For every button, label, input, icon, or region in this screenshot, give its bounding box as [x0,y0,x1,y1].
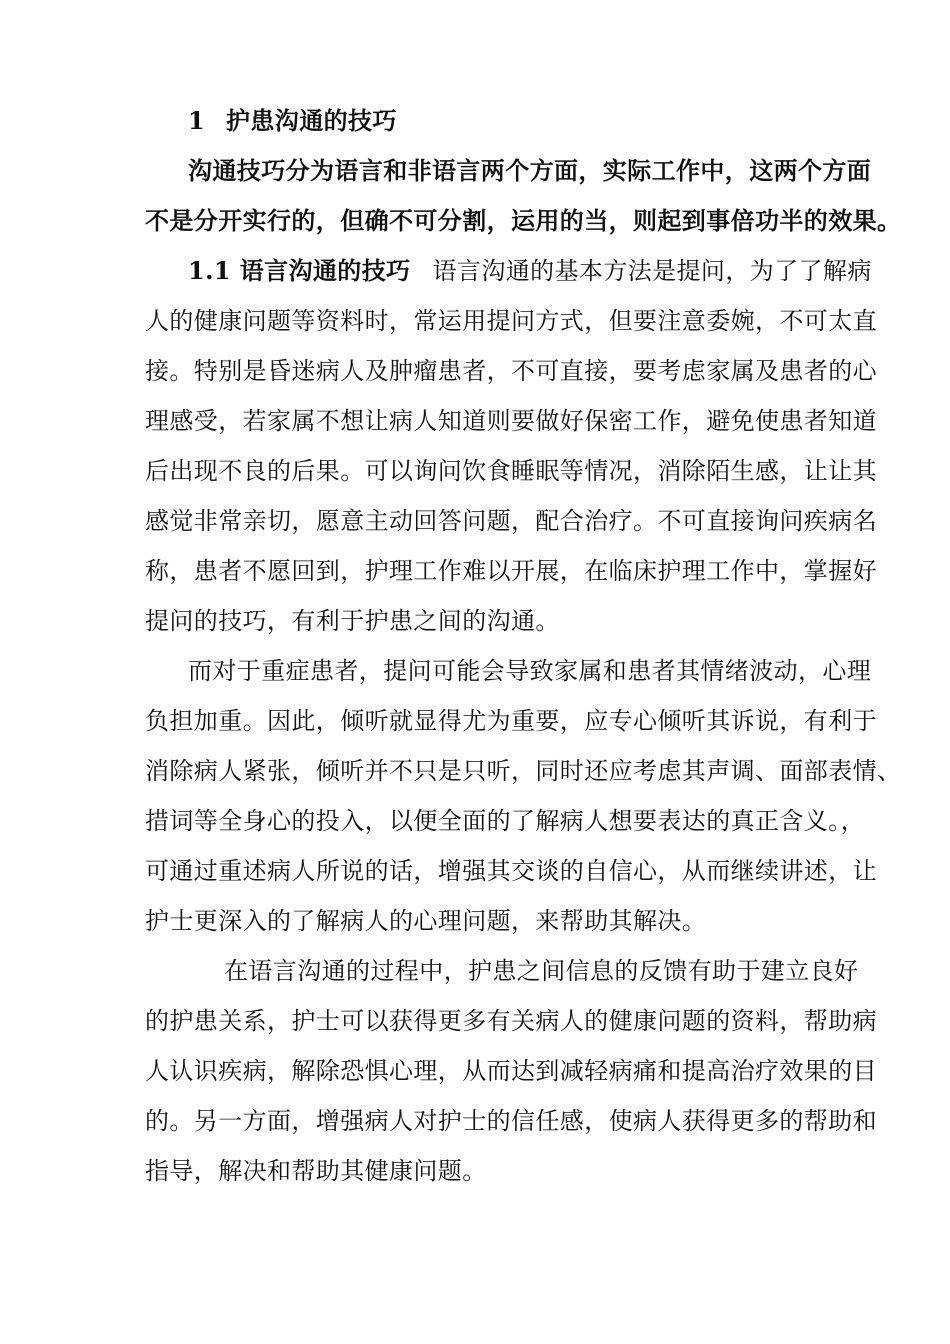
section-title: 护患沟通的技巧 [226,106,397,135]
para3-line-1: 在语言沟通的过程中，护患之间信息的反馈有助于建立良好 [224,957,859,985]
para1-line-2: 接。特别是昏迷病人及肿瘤患者，不可直接，要考虑家属及患者的心 [145,357,877,385]
para2-line-6: 护士更深入的了解病人的心理问题，来帮助其解决。 [145,907,707,935]
para3-line-3: 人认识疾病，解除恐惧心理，从而达到减轻病痛和提高治疗效果的目 [145,1057,877,1085]
para3-line-4: 的。另一方面，增强病人对护士的信任感，使病人获得更多的帮助和 [145,1107,877,1135]
subsection-first-line: 语言沟通的基本方法是提问，为了了解病 [432,257,872,285]
para2-line-1: 而对于重症患者，提问可能会导致家属和患者其情绪波动，心理 [188,657,872,685]
intro-line-2: 不是分开实行的，但确不可分割，运用的当，则起到事倍功半的效果。 [145,206,902,235]
para1-line-3: 理感受，若家属不想让病人知道则要做好保密工作，避免使患者知道 [145,407,877,435]
para1-line-6: 称，患者不愿回到，护理工作难以开展，在临床护理工作中，掌握好 [145,557,877,585]
para3-line-2: 的护患关系，护士可以获得更多有关病人的健康问题的资料，帮助病 [145,1007,877,1035]
para1-line-5: 感觉非常亲切，愿意主动回答问题，配合治疗。不可直接询问疾病名 [145,507,877,535]
intro-line-1: 沟通技巧分为语言和非语言两个方面，实际工作中，这两个方面 [188,156,872,185]
subsection-title: 1.1 语言沟通的技巧 [188,256,411,285]
para2-line-5: 可通过重述病人所说的话，增强其交谈的自信心，从而继续讲述，让 [145,857,877,885]
section-number: 1 [188,106,206,135]
subsection-line [188,256,872,286]
para2-line-2: 负担加重。因此，倾听就显得尤为重要，应专心倾听其诉说，有利于 [145,707,877,735]
para2-line-4: 措词等全身心的投入，以便全面的了解病人想要表达的真正含义。， [145,807,865,835]
section-heading [188,106,868,136]
para1-line-7: 提问的技巧，有利于护患之间的沟通。 [145,607,560,635]
para3-line-5: 指导，解决和帮助其健康问题。 [145,1157,487,1185]
para1-line-4: 后出现不良的后果。可以询问饮食睡眠等情况，消除陌生感，让让其 [145,457,877,485]
para2-line-3: 消除病人紧张，倾听并不只是只听，同时还应考虑其声调、面部表情、 [145,757,902,785]
para1-line-1: 人的健康问题等资料时，常运用提问方式，但要注意委婉，不可太直 [145,307,877,335]
